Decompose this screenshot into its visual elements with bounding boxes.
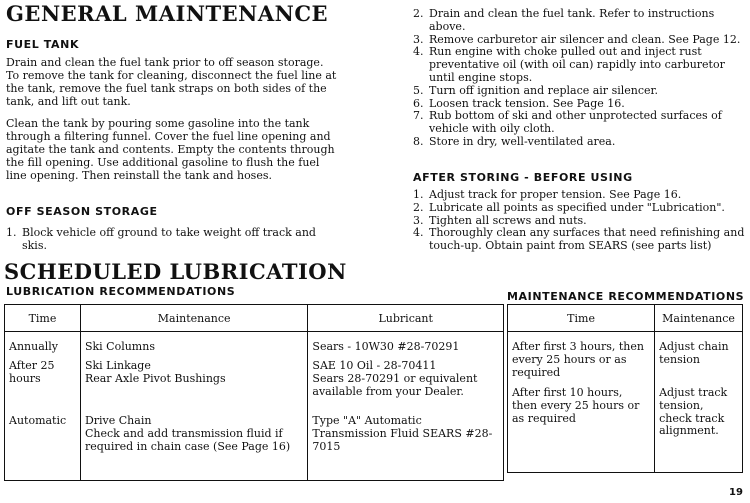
fuel-tank-para-2: Clean the tank by pouring some gasoline into the tank through a filtering funnel. Cover the fuel line opening and agitate the tank and contents. Empty the contents through the fill opening. Use additional gasoline to flush the fuel line opening. Then reinstall the tank and hoses. [6, 117, 335, 182]
list-item: 4. Thoroughly clean any surfaces that need refinishing and touch-up. Obtain paint from SEARS (see parts list) [413, 226, 745, 253]
table-row [5, 360, 504, 415]
list-item: 7. Rub bottom of ski and other unprotected surfaces of vehicle with oily cloth. [413, 109, 722, 136]
table-cell: After first 10 hours, then every 25 hours or as required [508, 387, 655, 473]
maintenance-table [507, 304, 743, 473]
general-maintenance-title: GENERAL MAINTENANCE [6, 1, 329, 26]
table-cell: Ski Linkage Rear Axle Pivot Bushings [80, 360, 307, 415]
after-storing-heading: AFTER STORING - BEFORE USING [413, 171, 633, 184]
table-cell: Sears - 10W30 #28-70291 [308, 332, 504, 361]
off-season-list-part-2 [413, 8, 747, 149]
table-cell: After 25 hours [5, 360, 81, 415]
table-row [5, 415, 504, 481]
list-item: 8. Store in dry, well-ventilated area. [413, 134, 616, 148]
table-cell: Drive Chain Check and add transmission fluid if required in chain case (See Page 16) [80, 415, 307, 481]
list-item: 6. Loosen track tension. See Page 16. [413, 96, 625, 110]
table-cell: Ski Columns [80, 332, 307, 361]
list-item: 2. Lubricate all points as specified under "Lubrication". [413, 200, 725, 214]
lubrication-recommendations-heading: LUBRICATION RECOMMENDATIONS [6, 285, 236, 298]
scheduled-lubrication-title: SCHEDULED LUBRICATION [4, 259, 347, 284]
list-item: 1. Block vehicle off ground to take weight off track and skis. [6, 226, 316, 252]
lubrication-table [4, 304, 504, 481]
fuel-tank-heading: FUEL TANK [6, 38, 80, 51]
list-item: 3. Remove carburetor air silencer and clean. See Page 12. [413, 32, 741, 46]
column-header-time: Time [5, 305, 81, 332]
table-cell: Adjust track tension, check track alignment. [655, 387, 743, 473]
table-cell: SAE 10 Oil - 28-70411 Sears 28-70291 or equivalent available from your Dealer. [308, 360, 504, 415]
fuel-tank-para-1: Drain and clean the fuel tank prior to off season storage. To remove the tank for cleaning, disconnect the fuel line at the tank, remove the fuel tank straps on both sides of the tank, and lift out tank. [6, 56, 337, 108]
list-item: 2. Drain and clean the fuel tank. Refer to instructions above. [413, 7, 715, 33]
off-season-list-part-1 [6, 227, 340, 253]
table-header-row [508, 305, 743, 332]
page-number: 19 [729, 487, 743, 498]
table-cell: Annually [5, 332, 81, 361]
table-header-row [5, 305, 504, 332]
column-header-lubricant: Lubricant [308, 305, 504, 332]
list-item: 4. Run engine with choke pulled out and inject rust preventative oil (with oil can) rapidly into carburetor until engine stops. [413, 45, 725, 84]
table-cell: Adjust chain tension [655, 332, 743, 388]
table-row [508, 387, 743, 473]
list-item: 5. Turn off ignition and replace air silencer. [413, 83, 659, 97]
after-storing-list [413, 189, 747, 253]
off-season-heading: OFF SEASON STORAGE [6, 205, 158, 218]
maintenance-recommendations-heading: MAINTENANCE RECOMMENDATIONS [507, 290, 745, 303]
column-header-maintenance: Maintenance [80, 305, 307, 332]
column-header-maintenance: Maintenance [655, 305, 743, 332]
list-item: 1. Adjust track for proper tension. See Page 16. [413, 188, 682, 201]
column-header-time: Time [508, 305, 655, 332]
table-row [5, 332, 504, 361]
list-item: 3. Tighten all screws and nuts. [413, 213, 587, 227]
table-cell: After first 3 hours, then every 25 hours or as required [508, 332, 655, 388]
table-cell: Automatic [5, 415, 81, 481]
table-row [508, 332, 743, 388]
table-cell: Type "A" Automatic Transmission Fluid SEARS #28-7015 [308, 415, 504, 481]
